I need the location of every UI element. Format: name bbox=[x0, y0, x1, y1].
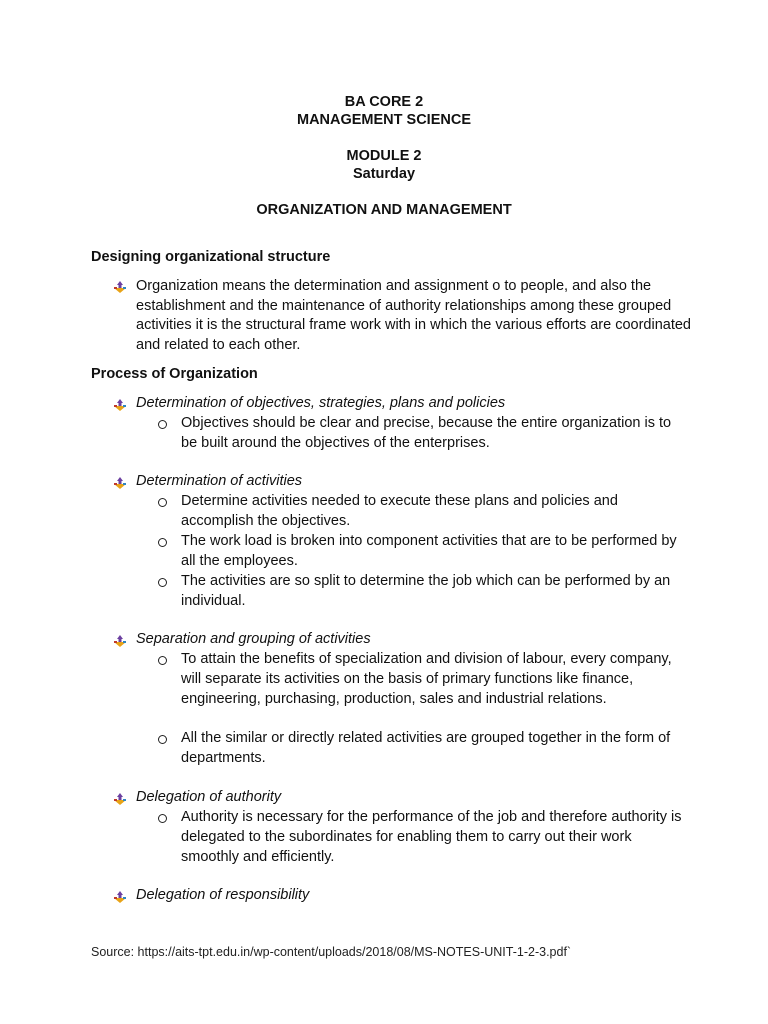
process-sub-item: Objectives should be clear and precise, because the entire organization is to be built around the objectives of the enterprises. bbox=[181, 415, 672, 451]
process-sub-item: Authority is necessary for the performance of the job and therefore authority is delegated to the subordinates for enabling them to carry out their work smoothly and efficiently. bbox=[181, 809, 682, 865]
course-code: BA CORE 2 bbox=[344, 94, 424, 110]
module-label: MODULE 2 bbox=[346, 148, 422, 164]
process-sub-item: The activities are so split to determine the job which can be performed by an individual. bbox=[181, 573, 671, 609]
process-item-title: Determination of objectives, strategies, plans and policies bbox=[136, 395, 506, 411]
circle-bullet-icon bbox=[158, 735, 167, 744]
circle-bullet-icon bbox=[158, 814, 167, 823]
circle-bullet-icon bbox=[158, 538, 167, 547]
arrow-bullet-icon bbox=[113, 280, 127, 294]
process-sub-item: Determine activities needed to execute these plans and policies and accomplish the objectives. bbox=[181, 493, 618, 529]
course-title: MANAGEMENT SCIENCE bbox=[296, 112, 471, 128]
section-heading-process: Process of Organization bbox=[91, 366, 258, 382]
process-item-title: Separation and grouping of activities bbox=[136, 631, 371, 647]
arrow-bullet-icon bbox=[113, 476, 127, 490]
module-day: Saturday bbox=[352, 166, 416, 182]
process-item-title: Determination of activities bbox=[136, 473, 303, 489]
process-item-title: Delegation of responsibility bbox=[136, 887, 310, 903]
process-item-title: Delegation of authority bbox=[136, 789, 282, 805]
circle-bullet-icon bbox=[158, 656, 167, 665]
circle-bullet-icon bbox=[158, 498, 167, 507]
process-sub-item: All the similar or directly related activities are grouped together in the form of departments. bbox=[181, 730, 671, 766]
source-citation: Source: https://aits-tpt.edu.in/wp-content/uploads/2018/08/MS-NOTES-UNIT-1-2-3.pdf` bbox=[91, 945, 572, 959]
process-sub-item: The work load is broken into component activities that are to be performed by all the employees. bbox=[181, 533, 677, 569]
organization-definition-text: Organization means the determination and assignment o to people, and also the establishment and the maintenance of authority relationships among these grouped activities it is the structural frame work with in which the various efforts are coordinated and related to each other. bbox=[136, 278, 691, 353]
document-title: ORGANIZATION AND MANAGEMENT bbox=[256, 202, 512, 218]
circle-bullet-icon bbox=[158, 578, 167, 587]
circle-bullet-icon bbox=[158, 420, 167, 429]
arrow-bullet-icon bbox=[113, 792, 127, 806]
section-heading-designing: Designing organizational structure bbox=[91, 249, 331, 265]
arrow-bullet-icon bbox=[113, 634, 127, 648]
arrow-bullet-icon bbox=[113, 398, 127, 412]
process-sub-item: To attain the benefits of specialization and division of labour, every company, will separate its activities on the basis of primary functions like finance, engineering, purchasing, production, sales and industrial relations. bbox=[181, 651, 672, 707]
arrow-bullet-icon bbox=[113, 890, 127, 904]
